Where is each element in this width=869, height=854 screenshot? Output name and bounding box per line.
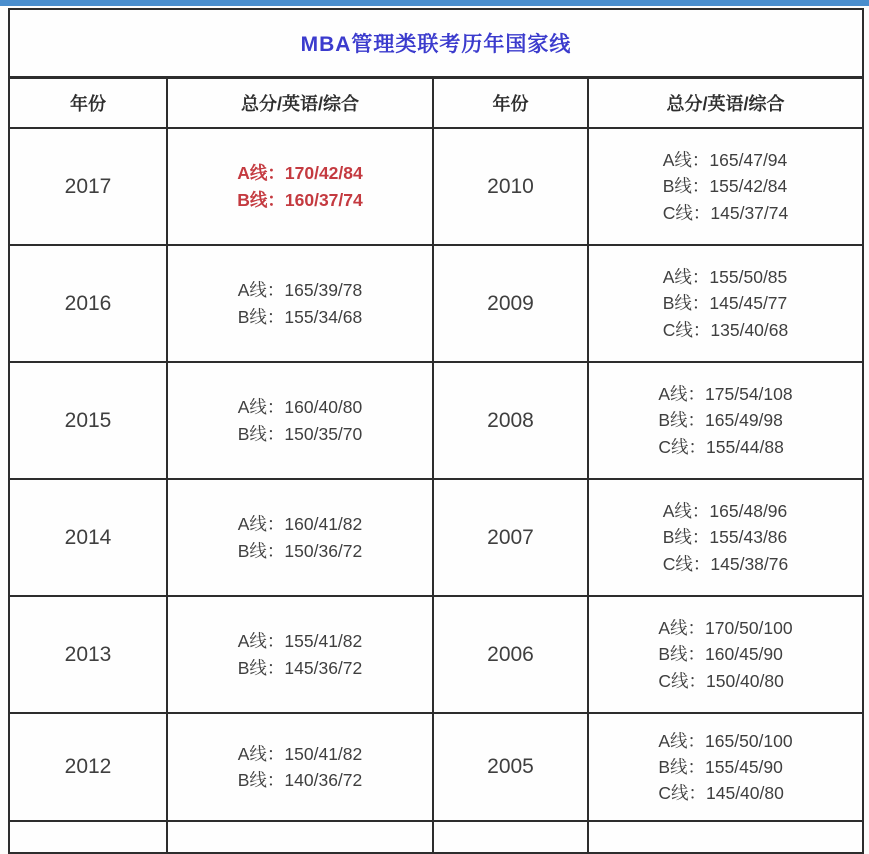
score-cell xyxy=(589,597,862,712)
score-lines-highlighted xyxy=(237,160,363,213)
page-title: MBA管理类联考历年国家线 xyxy=(10,10,862,79)
score-line: A线：155/50/85 xyxy=(662,267,788,288)
score-lines xyxy=(238,511,363,564)
score-cell xyxy=(168,714,434,820)
score-lines xyxy=(238,277,363,330)
score-cell xyxy=(589,363,862,478)
score-line: B线：140/36/72 xyxy=(237,770,363,790)
year-cell: 2017 xyxy=(10,129,168,244)
year-cell: 2015 xyxy=(10,363,168,478)
score-lines xyxy=(658,615,792,694)
score-line: B线：150/36/72 xyxy=(237,540,363,561)
score-lines xyxy=(658,728,792,807)
score-line: C线：155/44/88 xyxy=(658,436,784,457)
score-lines xyxy=(658,381,792,460)
score-line: A线：155/41/82 xyxy=(237,631,363,652)
year-cell: 2014 xyxy=(10,480,168,595)
score-line: A线：165/39/78 xyxy=(237,280,363,301)
score-cell xyxy=(168,363,434,478)
year-cell: 2012 xyxy=(10,714,168,820)
year-cell: 2013 xyxy=(10,597,168,712)
score-line: B线：155/34/68 xyxy=(237,306,363,327)
header-cell-scores-right: 总分/英语/综合 xyxy=(666,94,785,114)
table-row xyxy=(10,363,862,480)
score-line: A线：160/40/80 xyxy=(237,397,363,418)
year-cell xyxy=(434,822,589,852)
score-cell xyxy=(589,714,862,820)
score-cell xyxy=(589,480,862,595)
score-cell xyxy=(589,129,862,244)
table-row xyxy=(10,129,862,246)
score-line: C线：145/37/74 xyxy=(662,202,789,223)
year-cell: 2008 xyxy=(434,363,589,478)
score-lines xyxy=(238,394,363,447)
year-cell: 2009 xyxy=(434,246,589,361)
header-cell-year-left: 年份 xyxy=(10,79,168,127)
score-lines xyxy=(238,741,363,794)
table-row-partial xyxy=(10,822,862,852)
score-line: B线：145/45/77 xyxy=(662,293,788,314)
score-line: A线：165/50/100 xyxy=(658,730,793,751)
score-cell xyxy=(168,822,434,852)
score-cell xyxy=(168,480,434,595)
score-cell xyxy=(168,129,434,244)
year-cell xyxy=(10,822,168,852)
score-line: B线：155/42/84 xyxy=(662,176,788,197)
score-line: B线：155/43/86 xyxy=(662,527,788,548)
score-line: B线：145/36/72 xyxy=(237,657,363,678)
score-cell xyxy=(168,597,434,712)
score-cell xyxy=(589,246,862,361)
score-line: C线：150/40/80 xyxy=(658,670,784,691)
score-line: A线：170/50/100 xyxy=(658,618,793,639)
score-lines xyxy=(663,498,789,577)
year-cell: 2007 xyxy=(434,480,589,595)
header-cell-scores-left: 总分/英语/综合 xyxy=(168,79,434,127)
score-line: A线：165/47/94 xyxy=(662,150,788,171)
score-lines xyxy=(663,147,789,226)
national-line-table xyxy=(8,8,864,854)
score-cell xyxy=(589,822,862,852)
table-row xyxy=(10,246,862,363)
table-row xyxy=(10,714,862,822)
score-line: C线：145/40/80 xyxy=(658,783,784,804)
year-cell: 2005 xyxy=(434,714,589,820)
score-line: B线：155/45/90 xyxy=(658,756,783,777)
score-line: A线：160/41/82 xyxy=(237,514,363,535)
table-header-row xyxy=(10,79,862,129)
score-line: B线：150/35/70 xyxy=(237,423,363,444)
table-row xyxy=(10,597,862,714)
year-cell: 2010 xyxy=(434,129,589,244)
score-line: C线：145/38/76 xyxy=(662,553,789,574)
score-cell xyxy=(168,246,434,361)
year-cell: 2006 xyxy=(434,597,589,712)
score-line: A线：150/41/82 xyxy=(237,743,363,764)
table-row xyxy=(10,480,862,597)
score-lines xyxy=(238,628,363,681)
score-line: A线：170/42/84 xyxy=(237,163,363,184)
score-line: B线：160/37/74 xyxy=(237,189,363,210)
year-cell: 2016 xyxy=(10,246,168,361)
top-accent-bar xyxy=(0,0,869,6)
header-cell-year-right: 年份 xyxy=(434,79,589,127)
score-line: C线：135/40/68 xyxy=(662,319,789,340)
score-line: A线：165/48/96 xyxy=(662,501,788,522)
score-line: B线：160/45/90 xyxy=(658,644,783,665)
score-line: A线：175/54/108 xyxy=(658,384,793,405)
score-lines xyxy=(663,264,789,343)
score-line: B线：165/49/98 xyxy=(658,410,783,431)
